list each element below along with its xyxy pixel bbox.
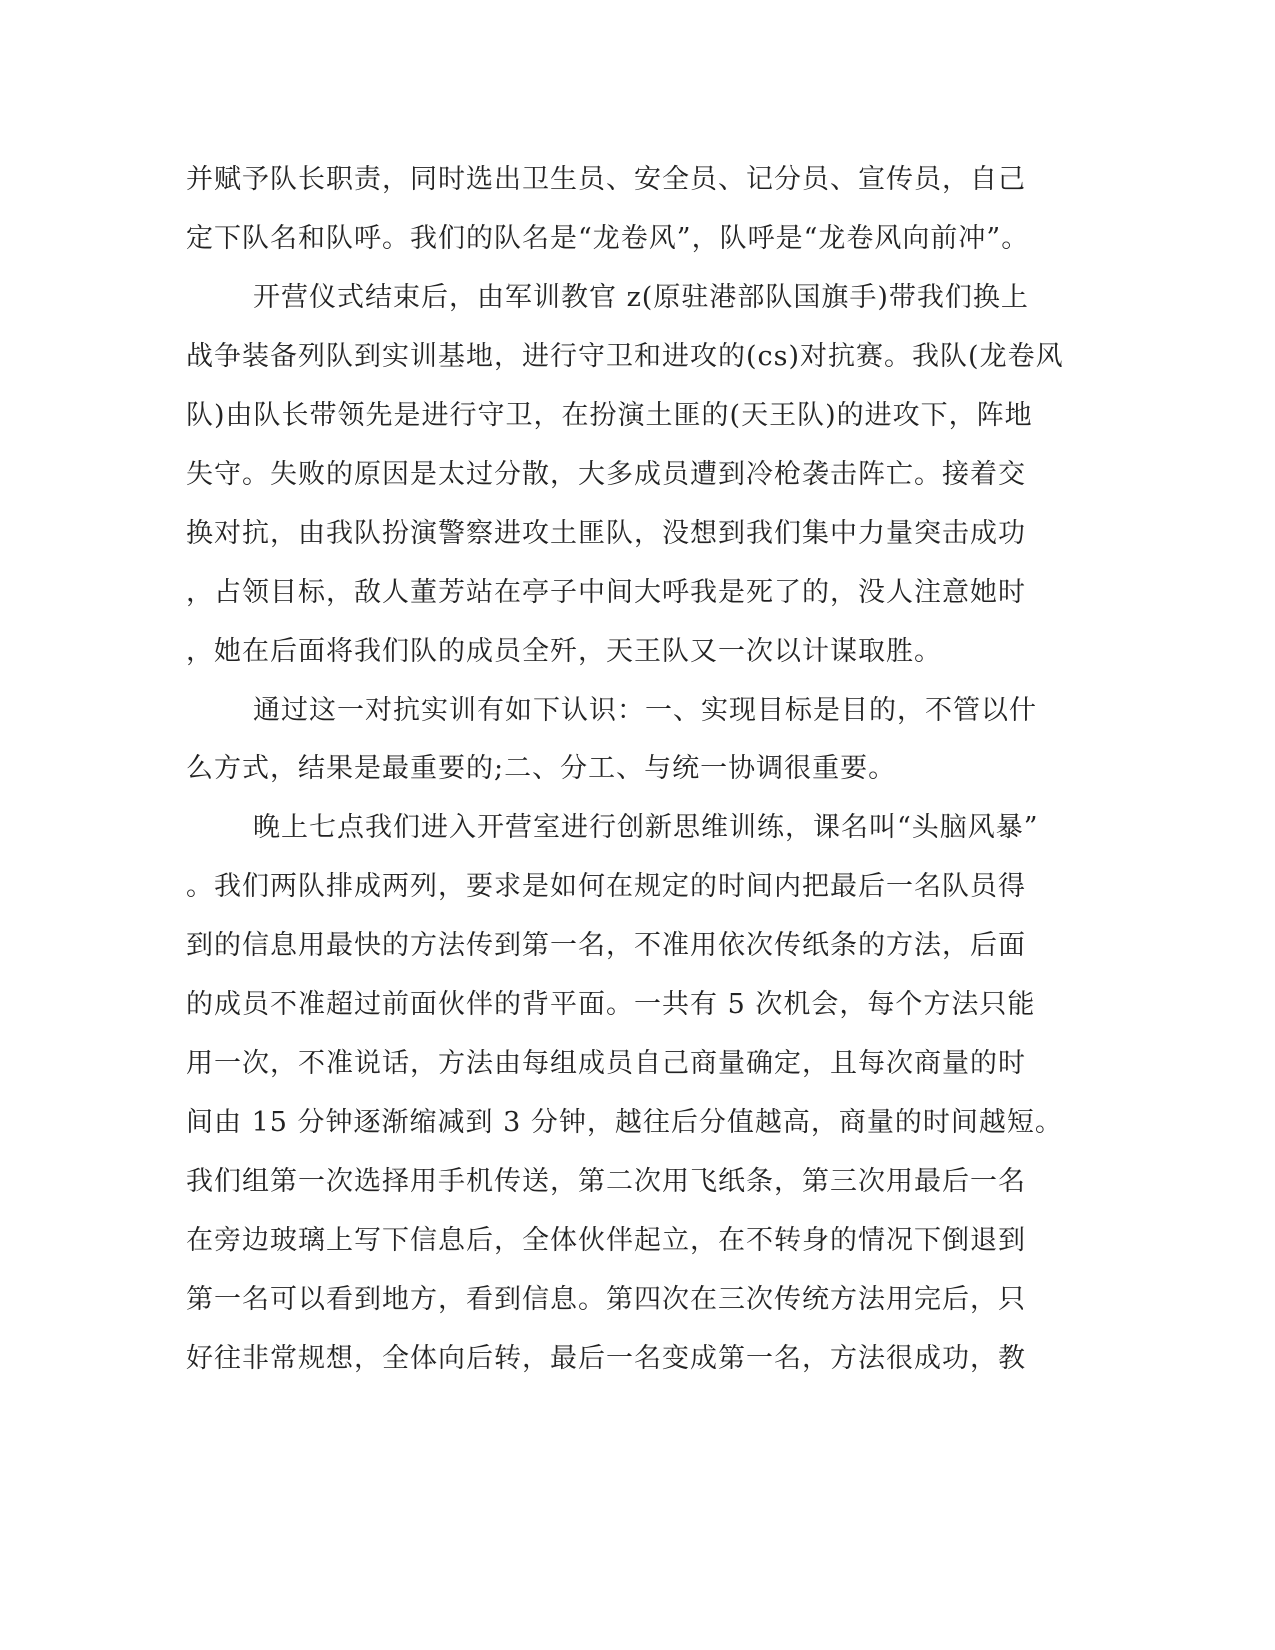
text-line: 用一次，不准说话，方法由每组成员自己商量确定，且每次商量的时 (186, 1048, 1026, 1079)
text-line: 好往非常规想，全体向后转，最后一名变成第一名，方法很成功，教 (186, 1343, 1026, 1374)
paragraph-start-line: 开营仪式结束后，由军训教官 z(原驻港部队国旗手)带我们换上 (253, 282, 1029, 313)
text-line: 么方式，结果是最重要的;二、分工、与统一协调很重要。 (186, 753, 897, 784)
text-line: 换对抗，由我队扮演警察进攻土匪队，没想到我们集中力量突击成功 (186, 518, 1026, 549)
text-line: 第一名可以看到地方，看到信息。第四次在三次传统方法用完后，只 (186, 1284, 1026, 1315)
text-line: 的成员不准超过前面伙伴的背平面。一共有 5 次机会，每个方法只能 (186, 989, 1036, 1020)
text-line: 到的信息用最快的方法传到第一名，不准用依次传纸条的方法，后面 (186, 930, 1026, 961)
text-line: 战争装备列队到实训基地，进行守卫和进攻的(cs)对抗赛。我队(龙卷风 (186, 341, 1064, 372)
text-line: 定下队名和队呼。我们的队名是“龙卷风”，队呼是“龙卷风向前冲”。 (186, 223, 1030, 254)
text-line: 我们组第一次选择用手机传送，第二次用飞纸条，第三次用最后一名 (186, 1166, 1026, 1197)
paragraph-start-line: 晚上七点我们进入开营室进行创新思维训练，课名叫“头脑风暴” (253, 812, 1039, 843)
text-line: 在旁边玻璃上写下信息后，全体伙伴起立，在不转身的情况下倒退到 (186, 1225, 1026, 1256)
text-line: ，她在后面将我们队的成员全歼，天王队又一次以计谋取胜。 (186, 636, 942, 667)
text-line: 。我们两队排成两列，要求是如何在规定的时间内把最后一名队员得 (186, 871, 1026, 902)
text-line: 队)由队长带领先是进行守卫，在扮演土匪的(天王队)的进攻下，阵地 (186, 400, 1033, 431)
text-line: 间由 15 分钟逐渐缩减到 3 分钟，越往后分值越高，商量的时间越短。 (186, 1107, 1063, 1138)
paragraph-start-line: 通过这一对抗实训有如下认识：一、实现目标是目的，不管以什 (253, 695, 1037, 726)
text-line: ，占领目标，敌人董芳站在亭子中间大呼我是死了的，没人注意她时 (186, 577, 1026, 608)
text-line: 并赋予队长职责，同时选出卫生员、安全员、记分员、宣传员，自己 (186, 164, 1026, 195)
text-line: 失守。失败的原因是太过分散，大多成员遭到冷枪袭击阵亡。接着交 (186, 459, 1026, 490)
